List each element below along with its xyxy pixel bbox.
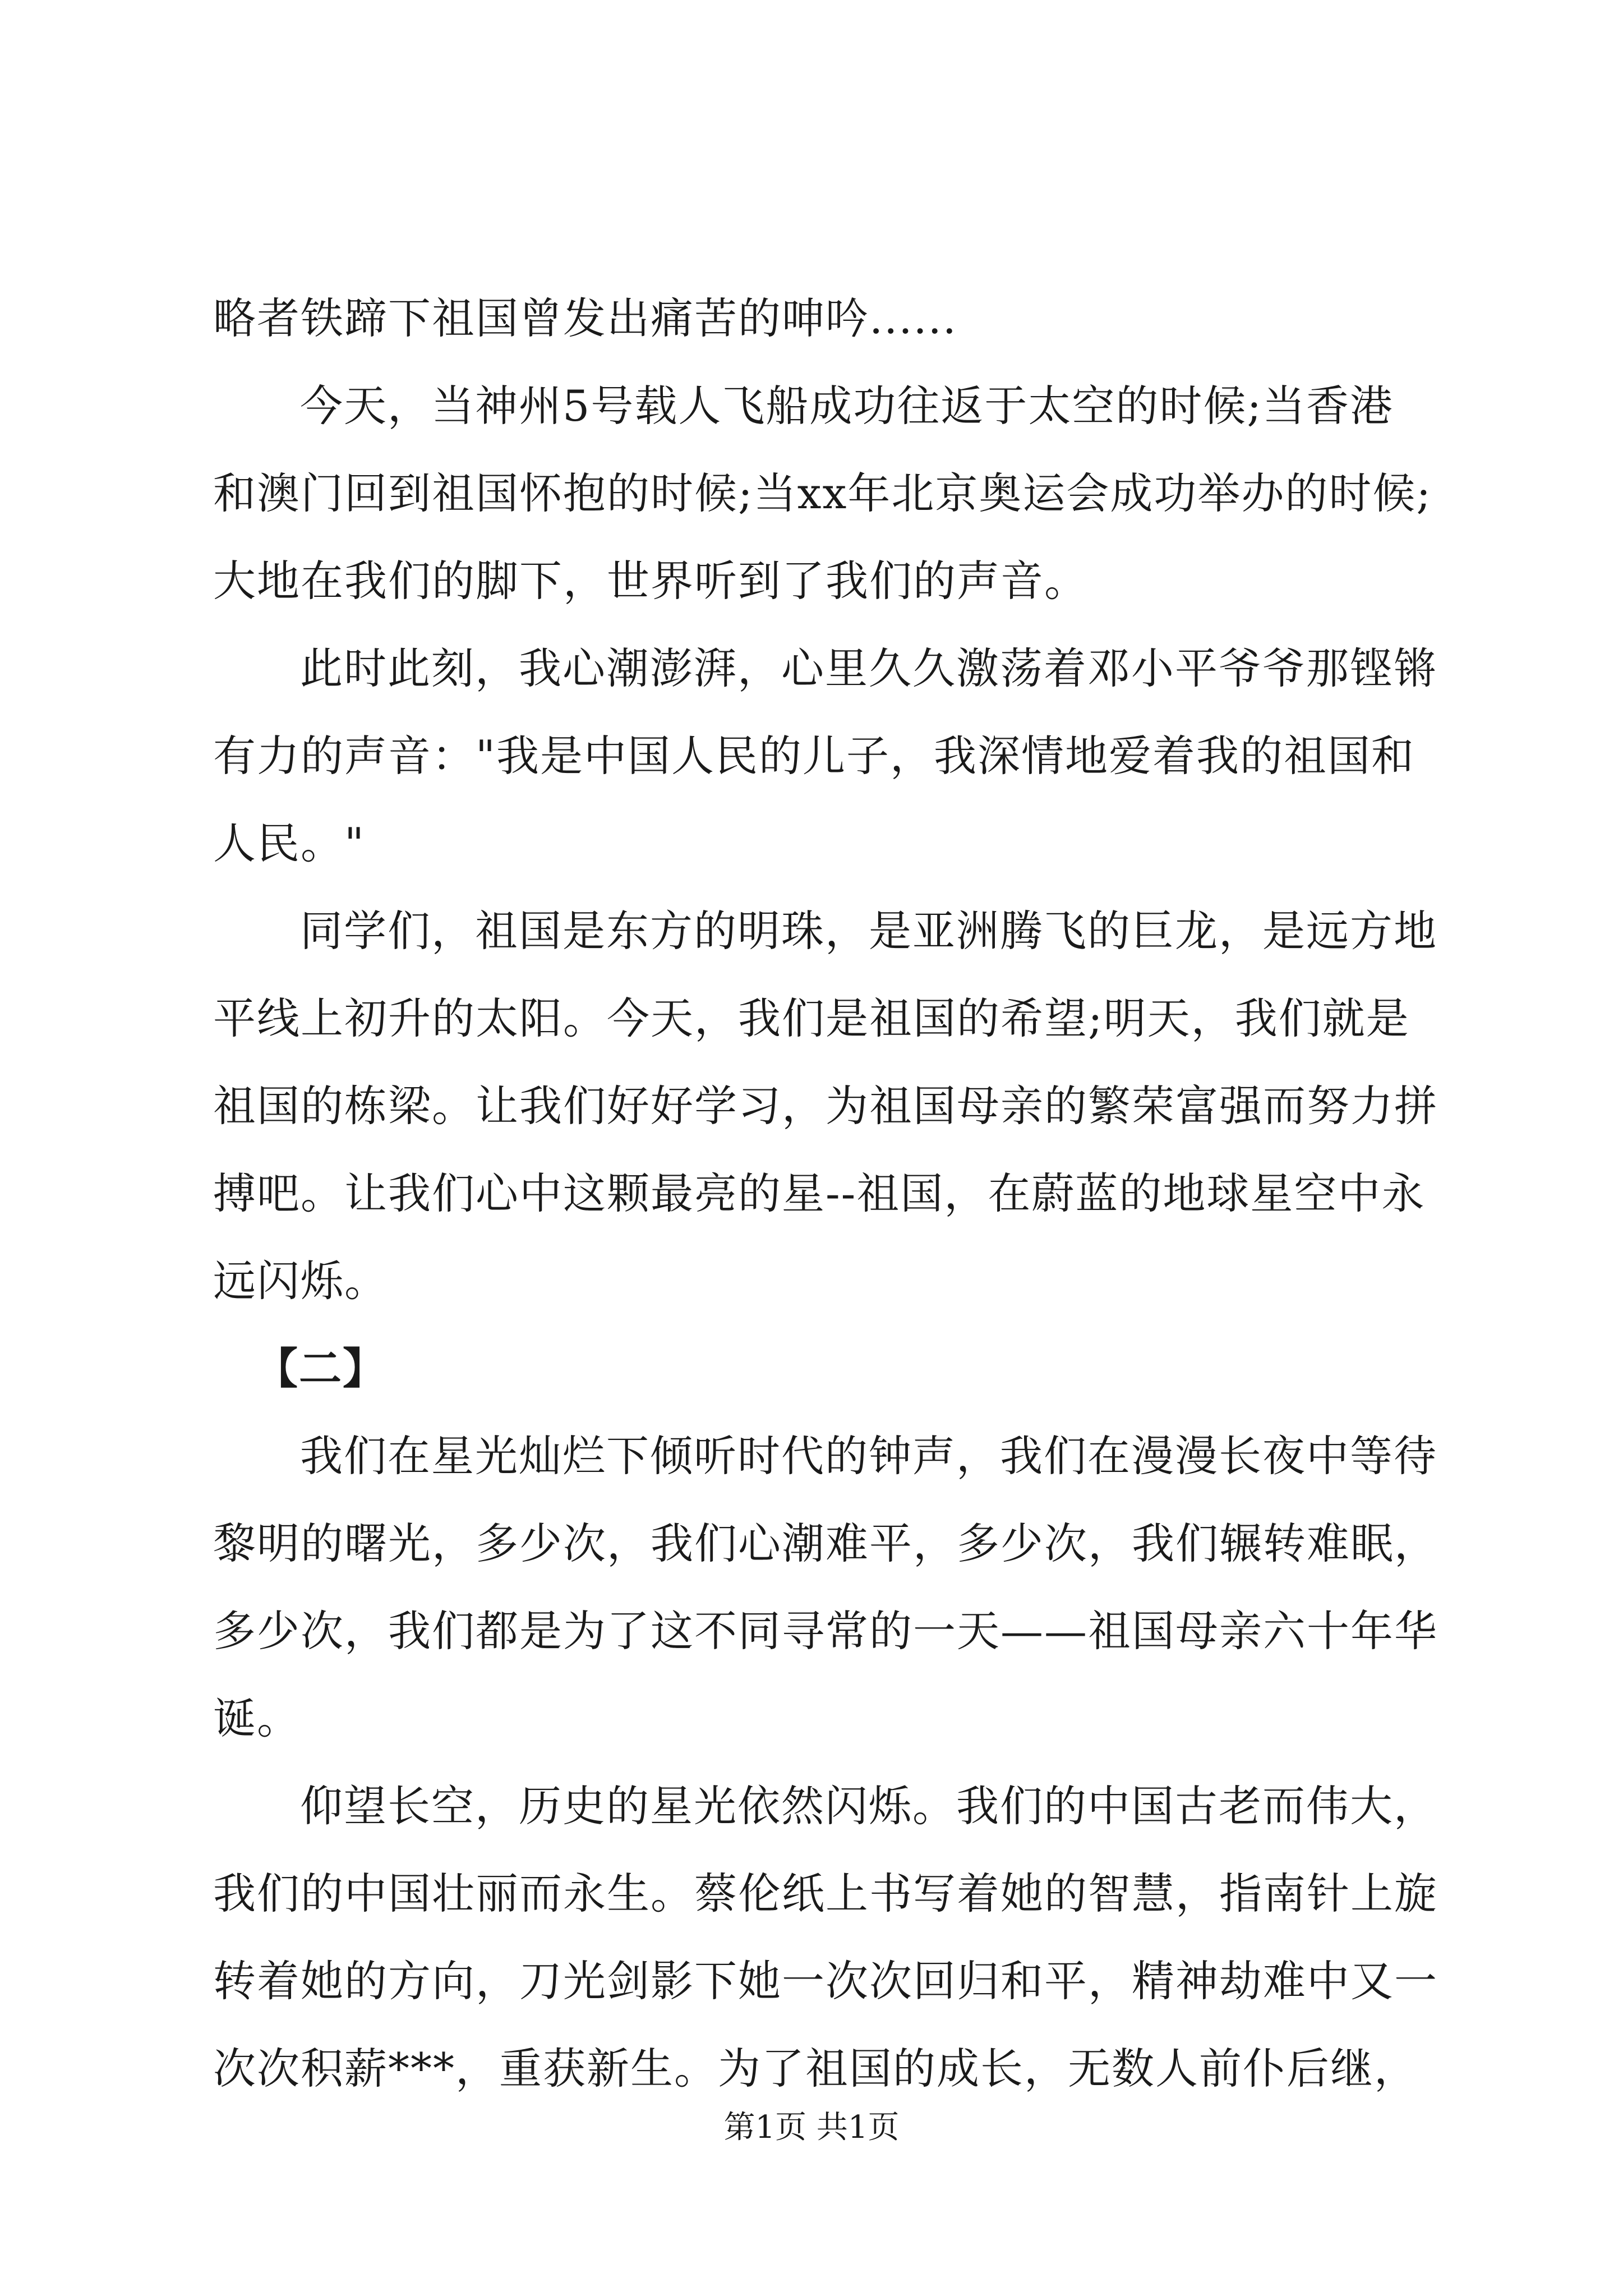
text-line-16: 多少次，我们都是为了这不同寻常的一天——祖国母亲六十年华	[213, 1606, 1438, 1656]
text-line-6: 有力的声音："我是中国人民的儿子，我深情地爱着我的祖国和	[213, 731, 1415, 781]
text-line-20: 转着她的方向，刀光剑影下她一次次回归和平，精神劫难中又一	[213, 1956, 1438, 2006]
text-line-3: 和澳门回到祖国怀抱的时候;当xx年北京奥运会成功举办的时候;	[213, 468, 1432, 518]
text-line-17: 诞。	[213, 1694, 301, 1743]
paragraph-start-line-5: 此时此刻，我心潮澎湃，心里久久激荡着邓小平爷爷那铿锵	[300, 643, 1437, 693]
text-line-7: 人民。"	[213, 818, 365, 868]
paragraph-start-line-18: 仰望长空，历史的星光依然闪烁。我们的中国古老而伟大，	[300, 1781, 1437, 1831]
text-line-10: 祖国的栋梁。让我们好好学习，为祖国母亲的繁荣富强而努力拼	[213, 1081, 1438, 1131]
paragraph-start-line-2: 今天，当神州5号载人飞船成功往返于太空的时候;当香港	[300, 381, 1394, 431]
paragraph-start-line-14: 我们在星光灿烂下倾听时代的钟声，我们在漫漫长夜中等待	[300, 1431, 1437, 1481]
text-line-1: 略者铁蹄下祖国曾发出痛苦的呻吟......	[213, 293, 957, 343]
page-footer: 第1页 共1页	[723, 2109, 900, 2146]
paragraph-start-line-8: 同学们，祖国是东方的明珠，是亚洲腾飞的巨龙，是远方地	[300, 906, 1437, 956]
text-line-11: 搏吧。让我们心中这颗最亮的星--祖国，在蔚蓝的地球星空中永	[213, 1168, 1426, 1218]
text-line-21: 次次积薪***，重获新生。为了祖国的成长，无数人前仆后继，	[213, 2044, 1418, 2093]
text-line-19: 我们的中国壮丽而永生。蔡伦纸上书写着她的智慧，指南针上旋	[213, 1869, 1438, 1918]
text-line-4: 大地在我们的脚下，世界听到了我们的声音。	[213, 556, 1088, 606]
text-line-15: 黎明的曙光，多少次，我们心潮难平，多少次，我们辗转难眠，	[213, 1519, 1438, 1568]
section-heading: 【二】	[255, 1343, 386, 1393]
text-line-9: 平线上初升的太阳。今天，我们是祖国的希望;明天，我们就是	[213, 993, 1410, 1043]
text-line-12: 远闪烁。	[213, 1256, 388, 1306]
